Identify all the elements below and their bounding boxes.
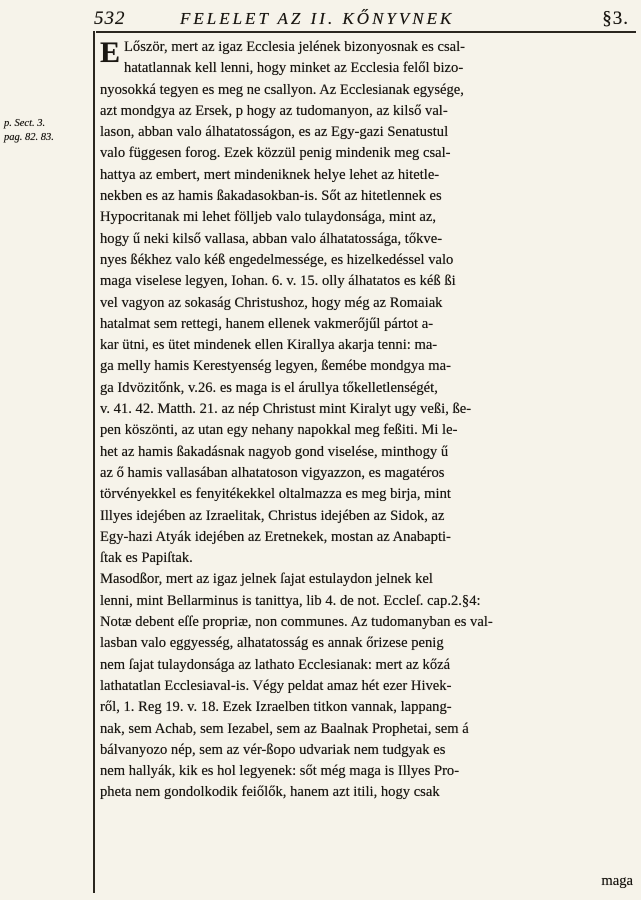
- catchword: maga: [601, 873, 633, 889]
- text-line: lenni, mint Bellarminus is tanittya, lib 4. de not. Eccleſ. cap.2.§4:: [100, 592, 481, 609]
- text-line: v. 41. 42. Matth. 21. az nép Christust mint Kiralyt ugy veßi, ße-: [100, 401, 472, 418]
- text-line: het az hamis ßakadásnak nagyob gond viselése, minthogy ű: [100, 443, 449, 460]
- margin-note-line: p. Sect. 3.: [4, 118, 46, 129]
- text-line: hatatlannak kell lenni, hogy minket az Ecclesia felől bizo-: [124, 60, 464, 77]
- text-line: nyes ßékhez valo kéß engedelmessége, es hizelkedéssel valo: [100, 251, 454, 268]
- body-text: [100, 37, 632, 804]
- section-mark: §3.: [602, 8, 629, 29]
- text-line: hatalmat sem rettegi, hanem ellenek vakmerőjűl pártot a-: [100, 315, 434, 332]
- header-rule: [96, 31, 636, 33]
- text-line: Egy-hazi Atyák idejében az Eretnekek, mostan az Anabapti-: [100, 528, 451, 545]
- text-line: Lőször, mert az igaz Ecclesia jelének bizonyosnak es csal-: [124, 39, 466, 55]
- text-line: nem ſajat tulaydonsága az lathato Ecclesianak: mert az kőzá: [100, 656, 451, 673]
- drop-cap: E: [100, 36, 121, 69]
- text-line: nyosokká tegyen es meg ne csallyon. Az Ecclesianak egysége,: [100, 81, 464, 98]
- text-line: pheta nem gondolkodik feiőlők, hanem azt itili, hogy csak: [100, 784, 440, 801]
- text-line: maga viselese legyen, Iohan. 6. v. 15. olly álhatatos es kéß ßi: [100, 273, 456, 290]
- text-line: Hypocritanak mi lehet fölljeb valo tulaydonsága, mint az,: [100, 209, 436, 226]
- text-line: Notæ debent eſſe propriæ, non communes. Az tudomanyban es val-: [100, 614, 493, 631]
- text-line: lason, abban valo álhatatosságon, es az Egy-gazi Senatustul: [100, 124, 449, 141]
- text-line: ſtak es Papiſtak.: [100, 550, 193, 567]
- text-line: hogy ű neki kilső vallasa, abban valo álhatatossága, tőkve-: [100, 230, 443, 247]
- text-line: Masodßor, mert az igaz jelnek ſajat estulaydon jelnek kel: [100, 571, 433, 588]
- text-line: ga melly hamis Kerestyenség legyen, ßemébe mondgya ma-: [100, 358, 451, 375]
- text-line: bálvanyozo nép, sem az vér-ßopo udvariak nem tudgyak es: [100, 741, 446, 758]
- text-line: valo függesen forog. Ezek közzül penig mindenik meg csal-: [100, 145, 451, 162]
- text-line: pen köszönti, az utan egy nehany napokkal meg feßiti. Mi le-: [100, 422, 458, 439]
- margin-rule: [93, 31, 95, 893]
- margin-note: [4, 117, 90, 145]
- text-line: az ő hamis vallasában alhatatoson vigyazzon, es magatéros: [100, 464, 445, 481]
- text-line: lathatatlan Ecclesiaval-is. Végy peldat amaz hét ezer Hivek-: [100, 677, 452, 694]
- running-head: FELELET AZ II. KŐNYVNEK: [180, 9, 455, 28]
- text-line: lasban valo eggyesség, alhatatosság es annak őrizese penig: [100, 635, 444, 652]
- text-line: Illyes idejében az Izraelitak, Christus idejében az Sidok, az: [100, 507, 445, 524]
- text-line: vel vagyon az sokaság Christushoz, hogy még az Romaiak: [100, 294, 443, 311]
- text-line: ről, 1. Reg 19. v. 18. Ezek Izraelben titkon vannak, lappang-: [100, 699, 452, 716]
- text-line: törvényekkel es fenyitékekkel oltalmazza es meg birja, mint: [100, 486, 451, 503]
- page-header: [90, 6, 635, 32]
- text-line: nekben es az hamis ßakadasokban-is. Sőt az hitetlennek es: [100, 188, 442, 205]
- text-line: hattya az embert, mert mindeniknek helye lehet az hitetle-: [100, 166, 440, 183]
- text-line: ga Idvözitőnk, v.26. es maga is el árullya tőkelletlenségét,: [100, 379, 438, 396]
- text-line: nem hallyák, kik es hol legyenek: sőt még maga is Illyes Pro-: [100, 763, 460, 780]
- text-line: azt mondgya az Ersek, p hogy az tudomanyon, az kilső val-: [100, 102, 448, 119]
- margin-note-line: pag. 82. 83.: [4, 132, 54, 143]
- page-number: 532: [94, 8, 126, 29]
- text-line: kar ütni, es ütet mindenek ellen Kirallya akarja tenni: ma-: [100, 337, 438, 354]
- text-line: nak, sem Achab, sem Iezabel, sem az Baalnak Prophetai, sem á: [100, 720, 469, 737]
